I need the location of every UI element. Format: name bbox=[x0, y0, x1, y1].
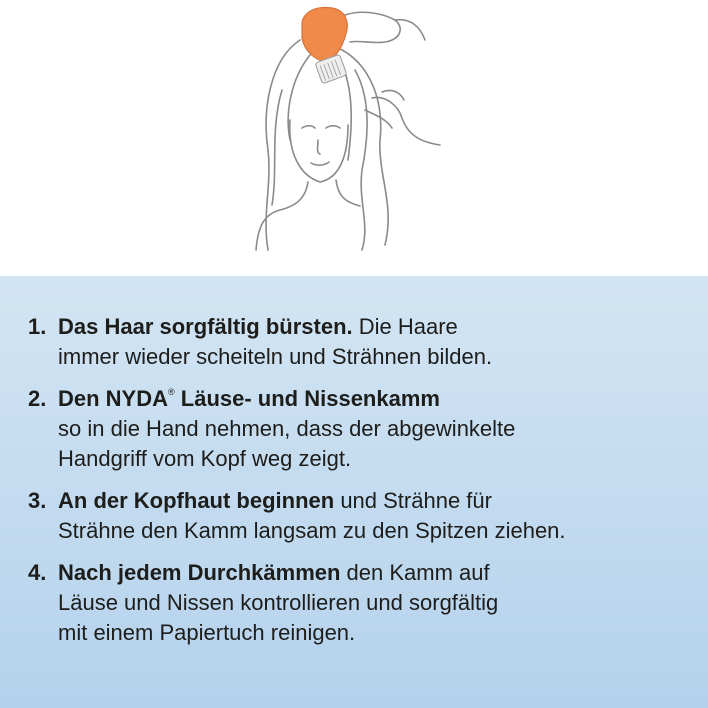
face-outline bbox=[290, 120, 348, 182]
step-heading: An der Kopfhaut beginnen bbox=[58, 488, 335, 513]
step-heading: Das Haar sorgfältig bürsten. bbox=[58, 314, 353, 339]
step-text: Strähne den Kamm langsam zu den Spitzen ziehen. bbox=[58, 518, 566, 543]
step-text: Läuse und Nissen kontrollieren und sorgfältig bbox=[58, 590, 499, 615]
step-text: und Strähne für bbox=[334, 488, 492, 513]
step-4 bbox=[0, 558, 708, 648]
step-number: 1. bbox=[28, 314, 47, 339]
step-number: 2. bbox=[28, 386, 47, 411]
lower-hand bbox=[372, 97, 440, 145]
instructions-panel bbox=[0, 276, 708, 708]
registered-mark: ® bbox=[168, 387, 175, 397]
steps-list bbox=[0, 312, 708, 660]
step-3 bbox=[0, 486, 708, 546]
step-text: Die Haare bbox=[352, 314, 458, 339]
step-heading: Den NYDA bbox=[58, 386, 169, 411]
step-heading: Nach jedem Durchkämmen bbox=[58, 560, 341, 585]
step-2 bbox=[0, 384, 708, 474]
step-text: mit einem Papiertuch reinigen. bbox=[58, 620, 356, 645]
step-1 bbox=[0, 312, 708, 372]
step-text: immer wieder scheiteln und Strähnen bilden. bbox=[58, 344, 493, 369]
step-text: den Kamm auf bbox=[340, 560, 490, 585]
step-heading-cont: Läuse- und Nissenkamm bbox=[174, 386, 440, 411]
comb-icon bbox=[302, 8, 347, 84]
hair-combing-illustration bbox=[0, 0, 708, 276]
hair-left-line bbox=[266, 40, 300, 250]
girl-with-comb-drawing bbox=[0, 0, 708, 276]
step-number: 3. bbox=[28, 488, 47, 513]
step-text: so in die Hand nehmen, dass der abgewinkelte bbox=[58, 416, 516, 441]
step-number: 4. bbox=[28, 560, 47, 585]
step-text: Handgriff vom Kopf weg zeigt. bbox=[58, 446, 352, 471]
upper-hand bbox=[345, 12, 400, 42]
